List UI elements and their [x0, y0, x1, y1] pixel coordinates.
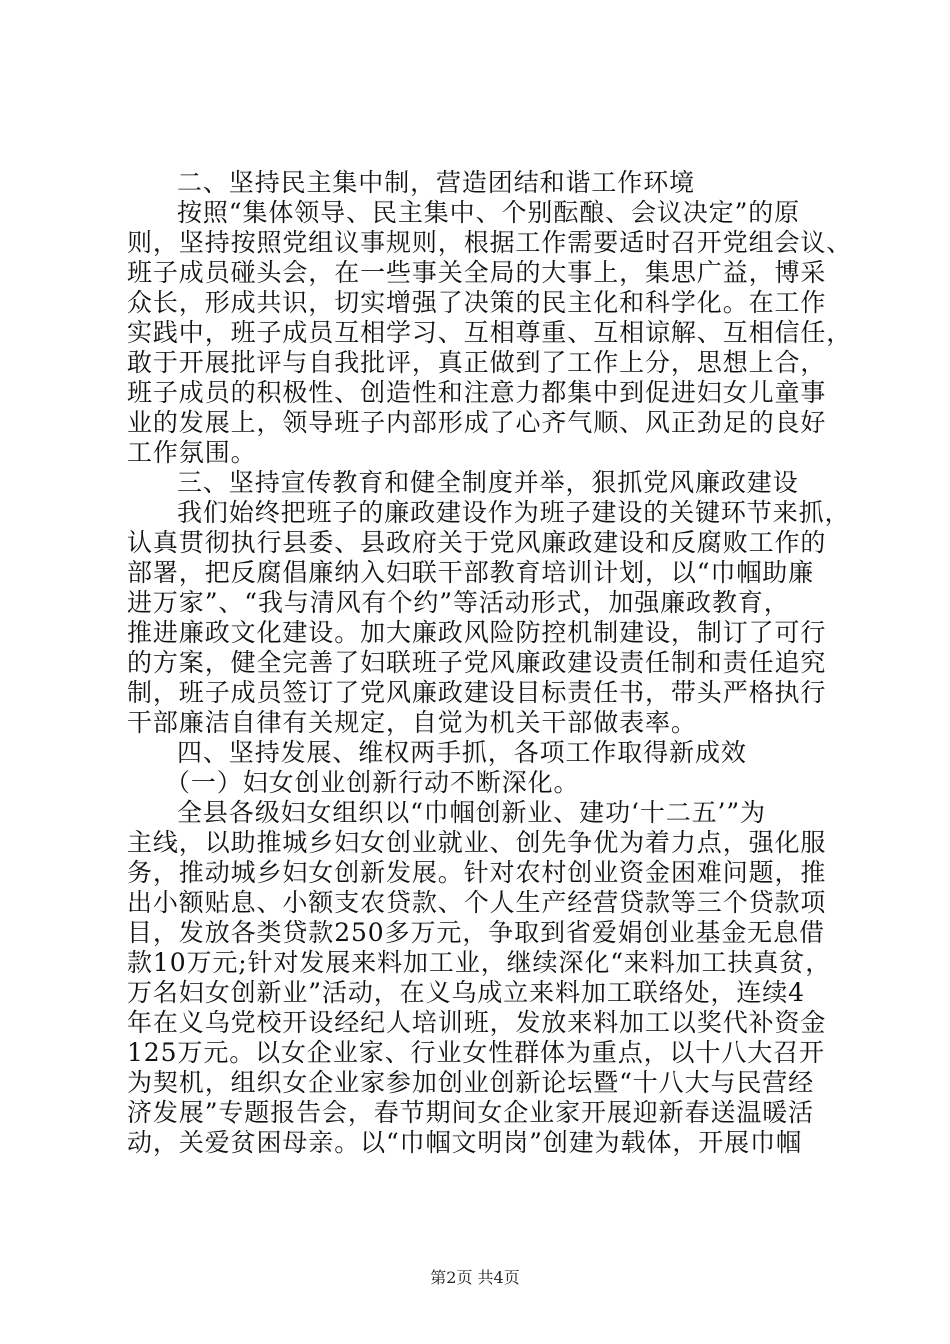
text-line: 认真贯彻执行县委、县政府关于党风廉政建设和反腐败工作的 [127, 528, 827, 557]
text-line: 125万元。以女企业家、行业女性群体为重点，以十八大召开 [127, 1038, 825, 1067]
text-line: 干部廉洁自律有关规定，自觉为机关干部做表率。 [127, 708, 697, 737]
text-line: 年在义乌党校开设经纪人培训班，发放来料加工以奖代补资金 [127, 1008, 827, 1037]
text-line: 工作氛围。 [127, 438, 257, 467]
page-footer: 第2页 共4页 [430, 1268, 520, 1287]
text-line: 目，发放各类贷款250多万元，争取到省爱娟创业基金无息借 [127, 918, 825, 947]
text-line: 班子成员碰头会，在一些事关全局的大事上，集思广益，博采 [127, 258, 827, 287]
text-line: 敢于开展批评与自我批评，真正做到了工作上分，思想上合， [127, 348, 827, 377]
text-line: （一）妇女创业创新行动不断深化。 [165, 768, 580, 797]
text-line: 全县各级妇女组织以“巾帼创新业、建功‘十二五’”为 [177, 798, 766, 827]
text-line: 万名妇女创新业”活动，在义乌成立来料加工联络处，连续4 [127, 978, 805, 1007]
text-line: 业的发展上，领导班子内部形成了心齐气顺、风正劲足的良好 [127, 408, 827, 437]
text-line: 款10万元;针对发展来料加工业，继续深化“来料加工扶真贫， [127, 948, 832, 977]
text-line: 众长，形成共识，切实增强了决策的民主化和科学化。在工作 [127, 288, 827, 317]
text-line: 务，推动城乡妇女创新发展。针对农村创业资金困难问题，推 [127, 858, 827, 887]
text-line: 的方案，健全完善了妇联班子党风廉政建设责任制和责任追究 [127, 648, 827, 677]
text-line: 动，关爱贫困母亲。以“巾帼文明岗”创建为载体，开展巾帼 [127, 1128, 802, 1157]
text-line: 实践中，班子成员互相学习、互相尊重、互相谅解、互相信任， [127, 318, 853, 347]
text-line: 我们始终把班子的廉政建设作为班子建设的关键环节来抓， [177, 498, 851, 527]
text-line: 出小额贴息、小额支农贷款、个人生产经营贷款等三个贷款项 [127, 888, 827, 917]
text-line: 济发展”专题报告会，春节期间女企业家开展迎新春送温暖活 [127, 1098, 815, 1127]
text-line: 制，班子成员签订了党风廉政建设目标责任书，带头严格执行 [127, 678, 827, 707]
text-line: 班子成员的积极性、创造性和注意力都集中到促进妇女儿童事 [127, 378, 827, 407]
text-line: 按照“集体领导、民主集中、个别酝酿、会议决定”的原 [177, 198, 801, 227]
text-line: 部署，把反腐倡廉纳入妇联干部教育培训计划，以“巾帼助廉 [127, 558, 815, 587]
text-line: 为契机，组织女企业家参加创业创新论坛暨“十八大与民营经 [127, 1068, 815, 1097]
text-line: 三、坚持宣传教育和健全制度并举，狠抓党风廉政建设 [177, 468, 799, 497]
text-line: 进万家”、“我与清风有个约”等活动形式，加强廉政教育， [127, 588, 790, 617]
text-line: 则，坚持按照党组议事规则，根据工作需要适时召开党组会议、 [127, 228, 853, 257]
text-line: 四、坚持发展、维权两手抓，各项工作取得新成效 [177, 738, 747, 767]
text-line: 二、坚持民主集中制，营造团结和谐工作环境 [177, 168, 696, 197]
text-line: 推进廉政文化建设。加大廉政风险防控机制建设，制订了可行 [127, 618, 827, 647]
text-line: 主线，以助推城乡妇女创业就业、创先争优为着力点，强化服 [127, 828, 827, 857]
